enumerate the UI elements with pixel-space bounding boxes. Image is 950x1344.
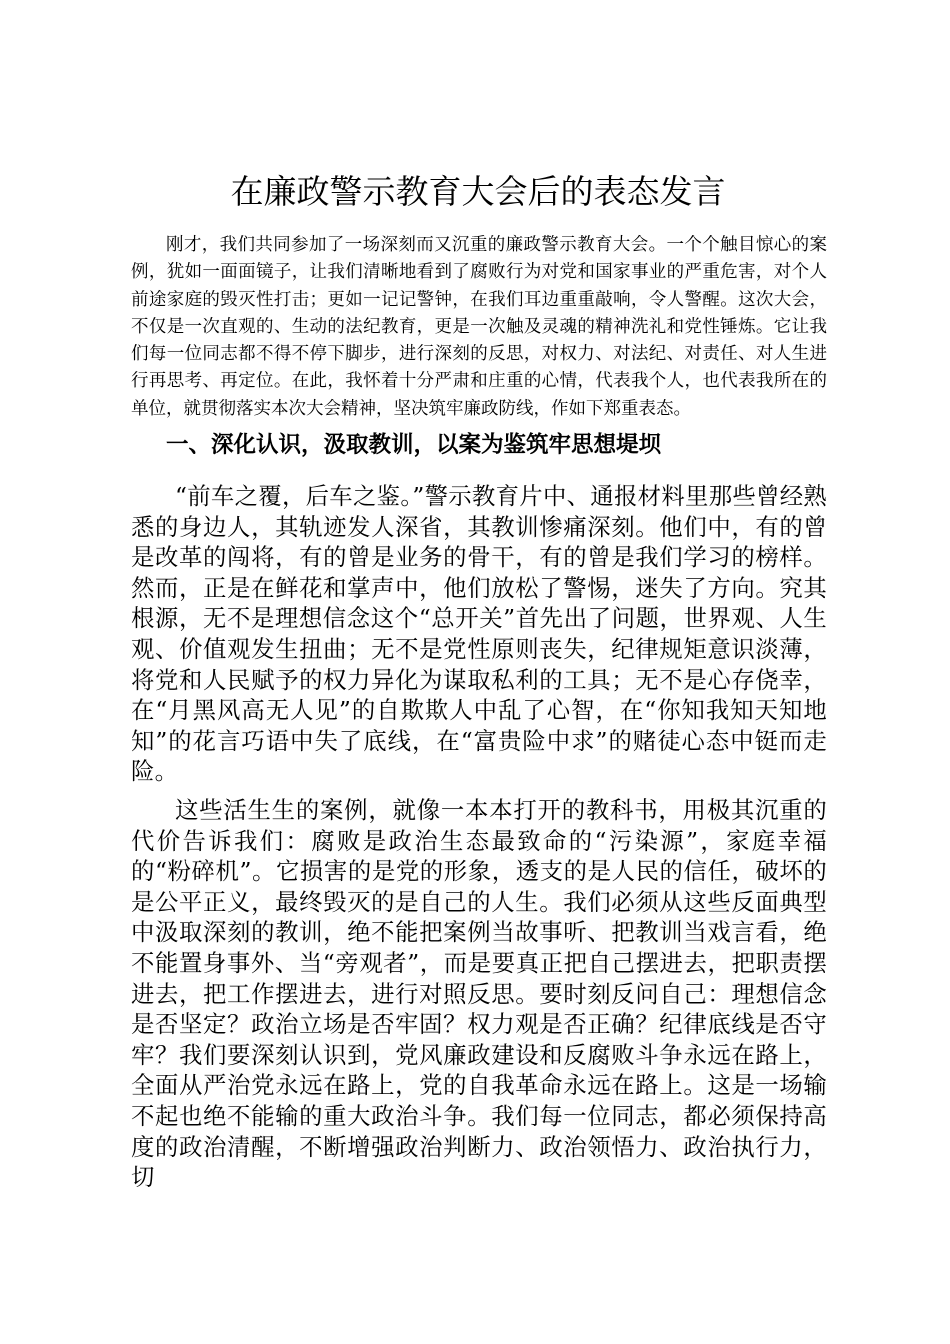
document-title: 在廉政警示教育大会后的表态发言: [230, 172, 726, 211]
body-paragraph: 这些活生生的案例，就像一本本打开的教科书，用极其沉重的代价告诉我们：腐败是政治生态最致命的“污染源”，家庭幸福的“粉碎机”。它损害的是党的形象，透支的是人民的信任，破坏的是公平正义，最终毁灭的是自己的人生。我们必须从这些反面典型中汲取深刻的教训，绝不能把案例当故事听、把教训当戏言看，绝不能置身事外、当“旁观者”，而是要真正把自己摆进去，把职责摆进去，把工作摆进去，进行对照反思。要时刻反问自己：理想信念是否坚定？政治立场是否牢固？权力观是否正确？纪律底线是否守牢？我们要深刻认识到，党风廉政建设和反腐败斗争永远在路上，全面从严治党永远在路上，党的自我革命永远在路上。这是一场输不起也绝不能输的重大政治斗争。我们每一位同志，都必须保持高度的政治清醒，不断增强政治判断力、政治领悟力、政治执行力，切: [131, 796, 827, 1192]
section-heading: 一、深化认识，汲取教训，以案为鉴筑牢思想堤坝: [166, 432, 662, 458]
intro-paragraph: 刚才，我们共同参加了一场深刻而又沉重的廉政警示教育大会。一个个触目惊心的案例，犹如一面面镜子，让我们清晰地看到了腐败行为对党和国家事业的严重危害，对个人前途家庭的毁灭性打击；更如一记记警钟，在我们耳边重重敲响，令人警醒。这次大会，不仅是一次直观的、生动的法纪教育，更是一次触及灵魂的精神洗礼和党性锤炼。它让我们每一位同志都不得不停下脚步，进行深刻的反思，对权力、对法纪、对责任、对人生进行再思考、再定位。在此，我怀着十分严肃和庄重的心情，代表我个人，也代表我所在的单位，就贯彻落实本次大会精神，坚决筑牢廉政防线，作如下郑重表态。: [131, 235, 827, 419]
body-paragraph: “前车之覆，后车之鉴。”警示教育片中、通报材料里那些曾经熟悉的身边人，其轨迹发人深省，其教训惨痛深刻。他们中，有的曾是改革的闯将，有的曾是业务的骨干，有的曾是我们学习的榜样。然而，正是在鲜花和掌声中，他们放松了警惕，迷失了方向。究其根源，无不是理想信念这个“总开关”首先出了问题，世界观、人生观、价值观发生扭曲；无不是党性原则丧失，纪律规矩意识淡薄，将党和人民赋予的权力异化为谋取私利的工具；无不是心存侥幸，在“月黑风高无人见”的自欺欺人中乱了心智，在“你知我知天知地知”的花言巧语中失了底线，在“富贵险中求”的赌徒心态中铤而走险。: [131, 482, 827, 786]
